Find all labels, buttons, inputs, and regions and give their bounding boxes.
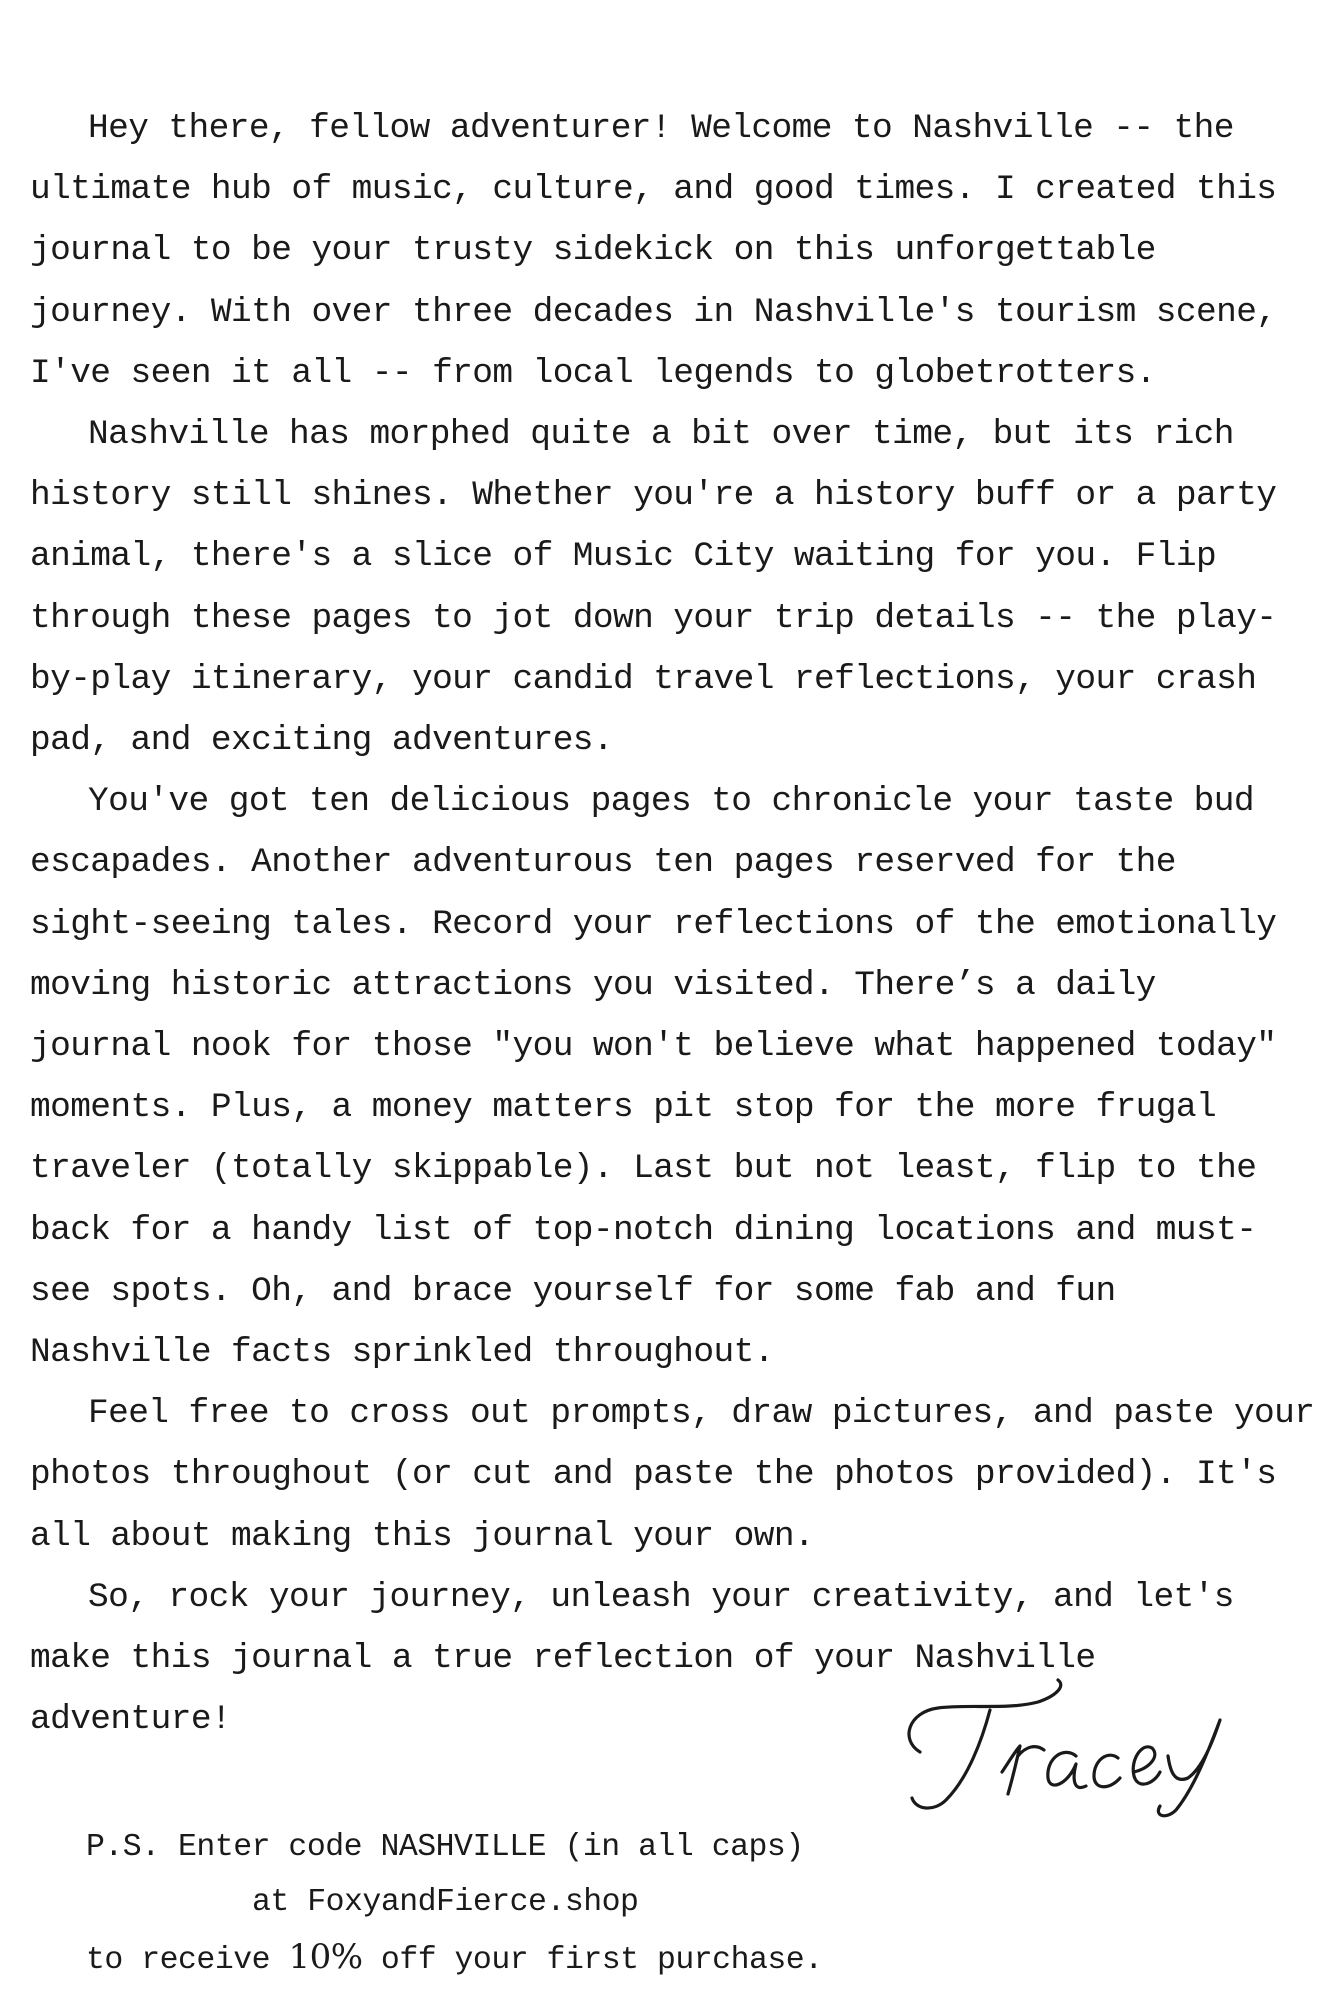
discount-value: 10%: [288, 1937, 363, 1977]
signature: [898, 1660, 1238, 1830]
postscript-line-3-end: off your first purchase.: [362, 1943, 823, 1978]
letter-paragraph-2: Nashville has morphed quite a bit over time, but its rich history still shines. Whether you're a history buff or a party animal, there's a slice of Music City waiting for you. Flip through these pages to jot down your trip details -- the play-by-play itinerary, your candid travel reflections, your crash pad, and exciting adventures.: [30, 415, 1277, 761]
postscript-line-3-start: to receive: [86, 1943, 289, 1978]
letter-paragraph-3: You've got ten delicious pages to chronicle your taste bud escapades. Another adventurous ten pages reserved for the sight-seeing tales. Record your reflections of the emotionally moving historic attractions you visited. There’s a daily journal nook for those "you won't believe what happened today" moments. Plus, a money matters pit stop for the more frugal traveler (totally skippable). Last but not least, flip to the back for a handy list of top-notch dining locations and must-see spots. Oh, and brace yourself for some fab and fun Nashville facts sprinkled throughout.: [30, 782, 1277, 1373]
postscript-line-3: [86, 1930, 846, 1988]
letter-paragraph-5: So, rock your journey, unleash your creativity, and let's make this journal a true reflection of your Nashville adventure!: [30, 1577, 1234, 1740]
letter-body: [30, 98, 1315, 1750]
postscript-line-1: P.S. Enter code NASHVILLE (in all caps): [86, 1830, 804, 1865]
letter-paragraph-4: Feel free to cross out prompts, draw pictures, and paste your photos throughout (or cut and paste the photos provided). It's all about making this journal your own.: [30, 1394, 1315, 1556]
letter-paragraph-1: Hey there, fellow adventurer! Welcome to Nashville -- the ultimate hub of music, culture, and good times. I created this journal to be your trusty sidekick on this unforgettable journey. With over three decades in Nashville's tourism scene, I've seen it all -- from local legends to globetrotters.: [30, 109, 1277, 393]
postscript: [86, 1820, 846, 1988]
postscript-line-2: at FoxyandFierce.shop: [252, 1885, 639, 1920]
